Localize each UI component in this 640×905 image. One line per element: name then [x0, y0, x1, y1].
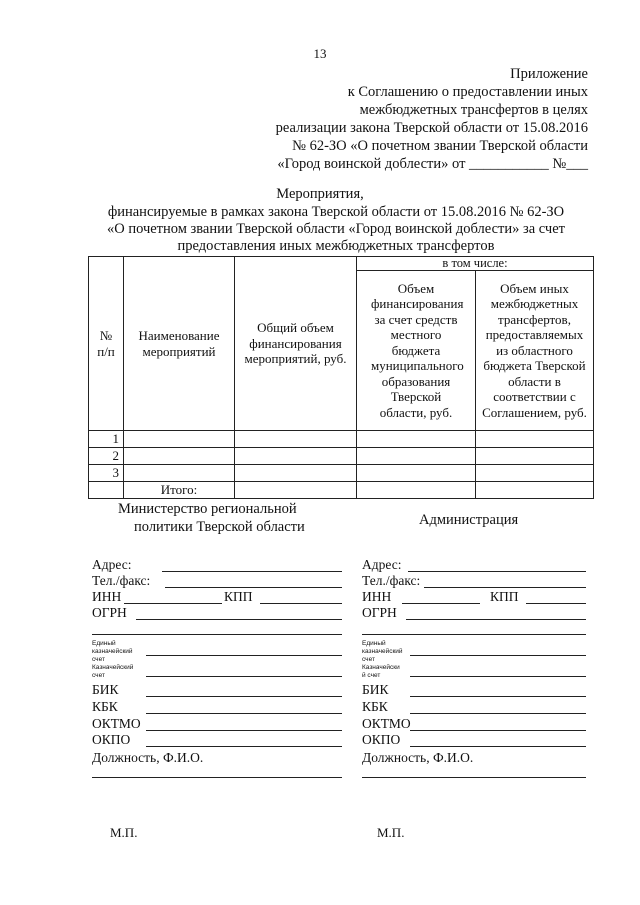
left-phone-label: Тел./факс: — [92, 573, 151, 588]
right-address-line — [408, 571, 586, 572]
cell — [235, 465, 357, 482]
right-address-label: Адрес: — [362, 557, 402, 572]
left-treasury-account-label-2: казначейский — [92, 648, 133, 655]
left-treasury-acc-line — [146, 676, 342, 677]
right-treasury-acc-label-1: Казначейски — [362, 664, 400, 671]
table-row — [89, 431, 594, 448]
table-row — [89, 448, 594, 465]
cell — [357, 448, 476, 465]
left-ogrn-label: ОГРН — [92, 605, 127, 620]
appendix-line-6: «Город воинской доблести» от ___________ №___ — [277, 156, 588, 172]
appendix-line-3: межбюджетных трансфертов в целях — [359, 102, 588, 118]
left-oktmo-label: ОКТМО — [92, 716, 141, 731]
cell — [235, 431, 357, 448]
right-separator-line — [362, 634, 586, 635]
left-phone-line — [165, 587, 342, 588]
left-separator-line — [92, 634, 342, 635]
left-address-line — [162, 571, 342, 572]
cell — [124, 448, 235, 465]
cell — [235, 482, 357, 499]
right-kbk-line — [410, 713, 586, 714]
doc-title: Мероприятия, — [276, 186, 364, 202]
ministry-name-line-2: политики Тверской области — [134, 519, 305, 535]
left-signature-line — [92, 777, 342, 778]
row-num: 2 — [89, 448, 124, 465]
left-inn-line — [124, 603, 222, 604]
right-phone-label: Тел./факс: — [362, 573, 421, 588]
right-bik-label: БИК — [362, 682, 389, 697]
right-treasury-account-label-2: казначейский — [362, 648, 403, 655]
left-kpp-label: КПП — [224, 589, 253, 604]
header-num: № п/п — [89, 257, 124, 431]
right-inn-label: ИНН — [362, 589, 392, 604]
row-num: 3 — [89, 465, 124, 482]
left-ogrn-line — [136, 619, 342, 620]
appendix-line-5: № 62-ЗО «О почетном звании Тверской области — [292, 138, 588, 154]
cell — [124, 465, 235, 482]
right-kpp-line — [526, 603, 586, 604]
right-treasury-acc-line — [410, 676, 586, 677]
left-stamp: М.П. — [110, 825, 138, 840]
ministry-name-line-1: Министерство региональной — [118, 501, 297, 517]
right-ogrn-line — [406, 619, 586, 620]
right-treasury-account-label-1: Единый — [362, 640, 386, 647]
right-ogrn-label: ОГРН — [362, 605, 397, 620]
cell — [235, 448, 357, 465]
right-kpp-label: КПП — [490, 589, 519, 604]
cell — [357, 431, 476, 448]
title-line-4: предоставления иных межбюджетных трансфертов — [177, 238, 495, 254]
total-label: Итого: — [124, 482, 235, 499]
left-oktmo-line — [146, 730, 342, 731]
right-oktmo-line — [410, 730, 586, 731]
right-stamp: М.П. — [377, 825, 405, 840]
left-okpo-label: ОКПО — [92, 732, 131, 747]
cell — [476, 465, 594, 482]
left-treasury-acc-label-1: Казначейский — [92, 664, 134, 671]
header-local-budget: Объем финансирования за счет средств местного бюджета муниципального образования Тверской области, руб. — [357, 271, 476, 431]
cell — [357, 465, 476, 482]
right-oktmo-label: ОКТМО — [362, 716, 411, 731]
activities-table — [88, 256, 594, 499]
left-inn-label: ИНН — [92, 589, 122, 604]
page-number: 13 — [313, 46, 327, 61]
right-bik-line — [410, 696, 586, 697]
left-address-label: Адрес: — [92, 557, 132, 572]
header-regional-transfer: Объем иных межбюджетных трансфертов, предоставляемых из областного бюджета Тверской области в соответствии с Соглашением, руб. — [476, 271, 594, 431]
right-treasury-account-line — [410, 655, 586, 656]
left-treasury-account-label-3: счет — [92, 656, 105, 663]
cell — [476, 431, 594, 448]
left-position-label: Должность, Ф.И.О. — [92, 750, 204, 765]
left-treasury-acc-label-2: счет — [92, 672, 105, 679]
cell — [124, 431, 235, 448]
left-kpp-line — [260, 603, 342, 604]
right-okpo-line — [410, 746, 586, 747]
right-okpo-label: ОКПО — [362, 732, 401, 747]
left-kbk-label: КБК — [92, 699, 118, 714]
left-kbk-line — [146, 713, 342, 714]
table-total-row — [89, 482, 594, 499]
right-phone-line — [424, 587, 586, 588]
right-kbk-label: КБК — [362, 699, 388, 714]
title-line-2: финансируемые в рамках закона Тверской области от 15.08.2016 № 62-ЗО — [107, 204, 565, 220]
header-total: Общий объем финансирования мероприятий, руб. — [235, 257, 357, 431]
appendix-line-4: реализации закона Тверской области от 15.08.2016 — [275, 120, 588, 136]
header-including: в том числе: — [357, 257, 594, 271]
table-row — [89, 465, 594, 482]
cell — [357, 482, 476, 499]
left-bik-line — [146, 696, 342, 697]
header-name: Наименование мероприятий — [124, 257, 235, 431]
row-num: 1 — [89, 431, 124, 448]
title-line-3: «О почетном звании Тверской области «Город воинской доблести» за счет — [106, 221, 566, 237]
appendix-line-2: к Соглашению о предоставлении иных — [347, 84, 588, 100]
cell — [476, 482, 594, 499]
left-okpo-line — [146, 746, 342, 747]
right-treasury-acc-label-2: й счет — [362, 672, 381, 679]
left-treasury-account-line — [146, 655, 342, 656]
right-position-label: Должность, Ф.И.О. — [362, 750, 474, 765]
cell — [476, 448, 594, 465]
right-treasury-account-label-3: счет — [362, 656, 375, 663]
appendix-line-1: Приложение — [510, 66, 588, 82]
administration-name: Администрация — [419, 512, 519, 528]
right-signature-line — [362, 777, 586, 778]
left-treasury-account-label-1: Единый — [92, 640, 116, 647]
cell — [89, 482, 124, 499]
left-bik-label: БИК — [92, 682, 119, 697]
right-inn-line — [402, 603, 480, 604]
